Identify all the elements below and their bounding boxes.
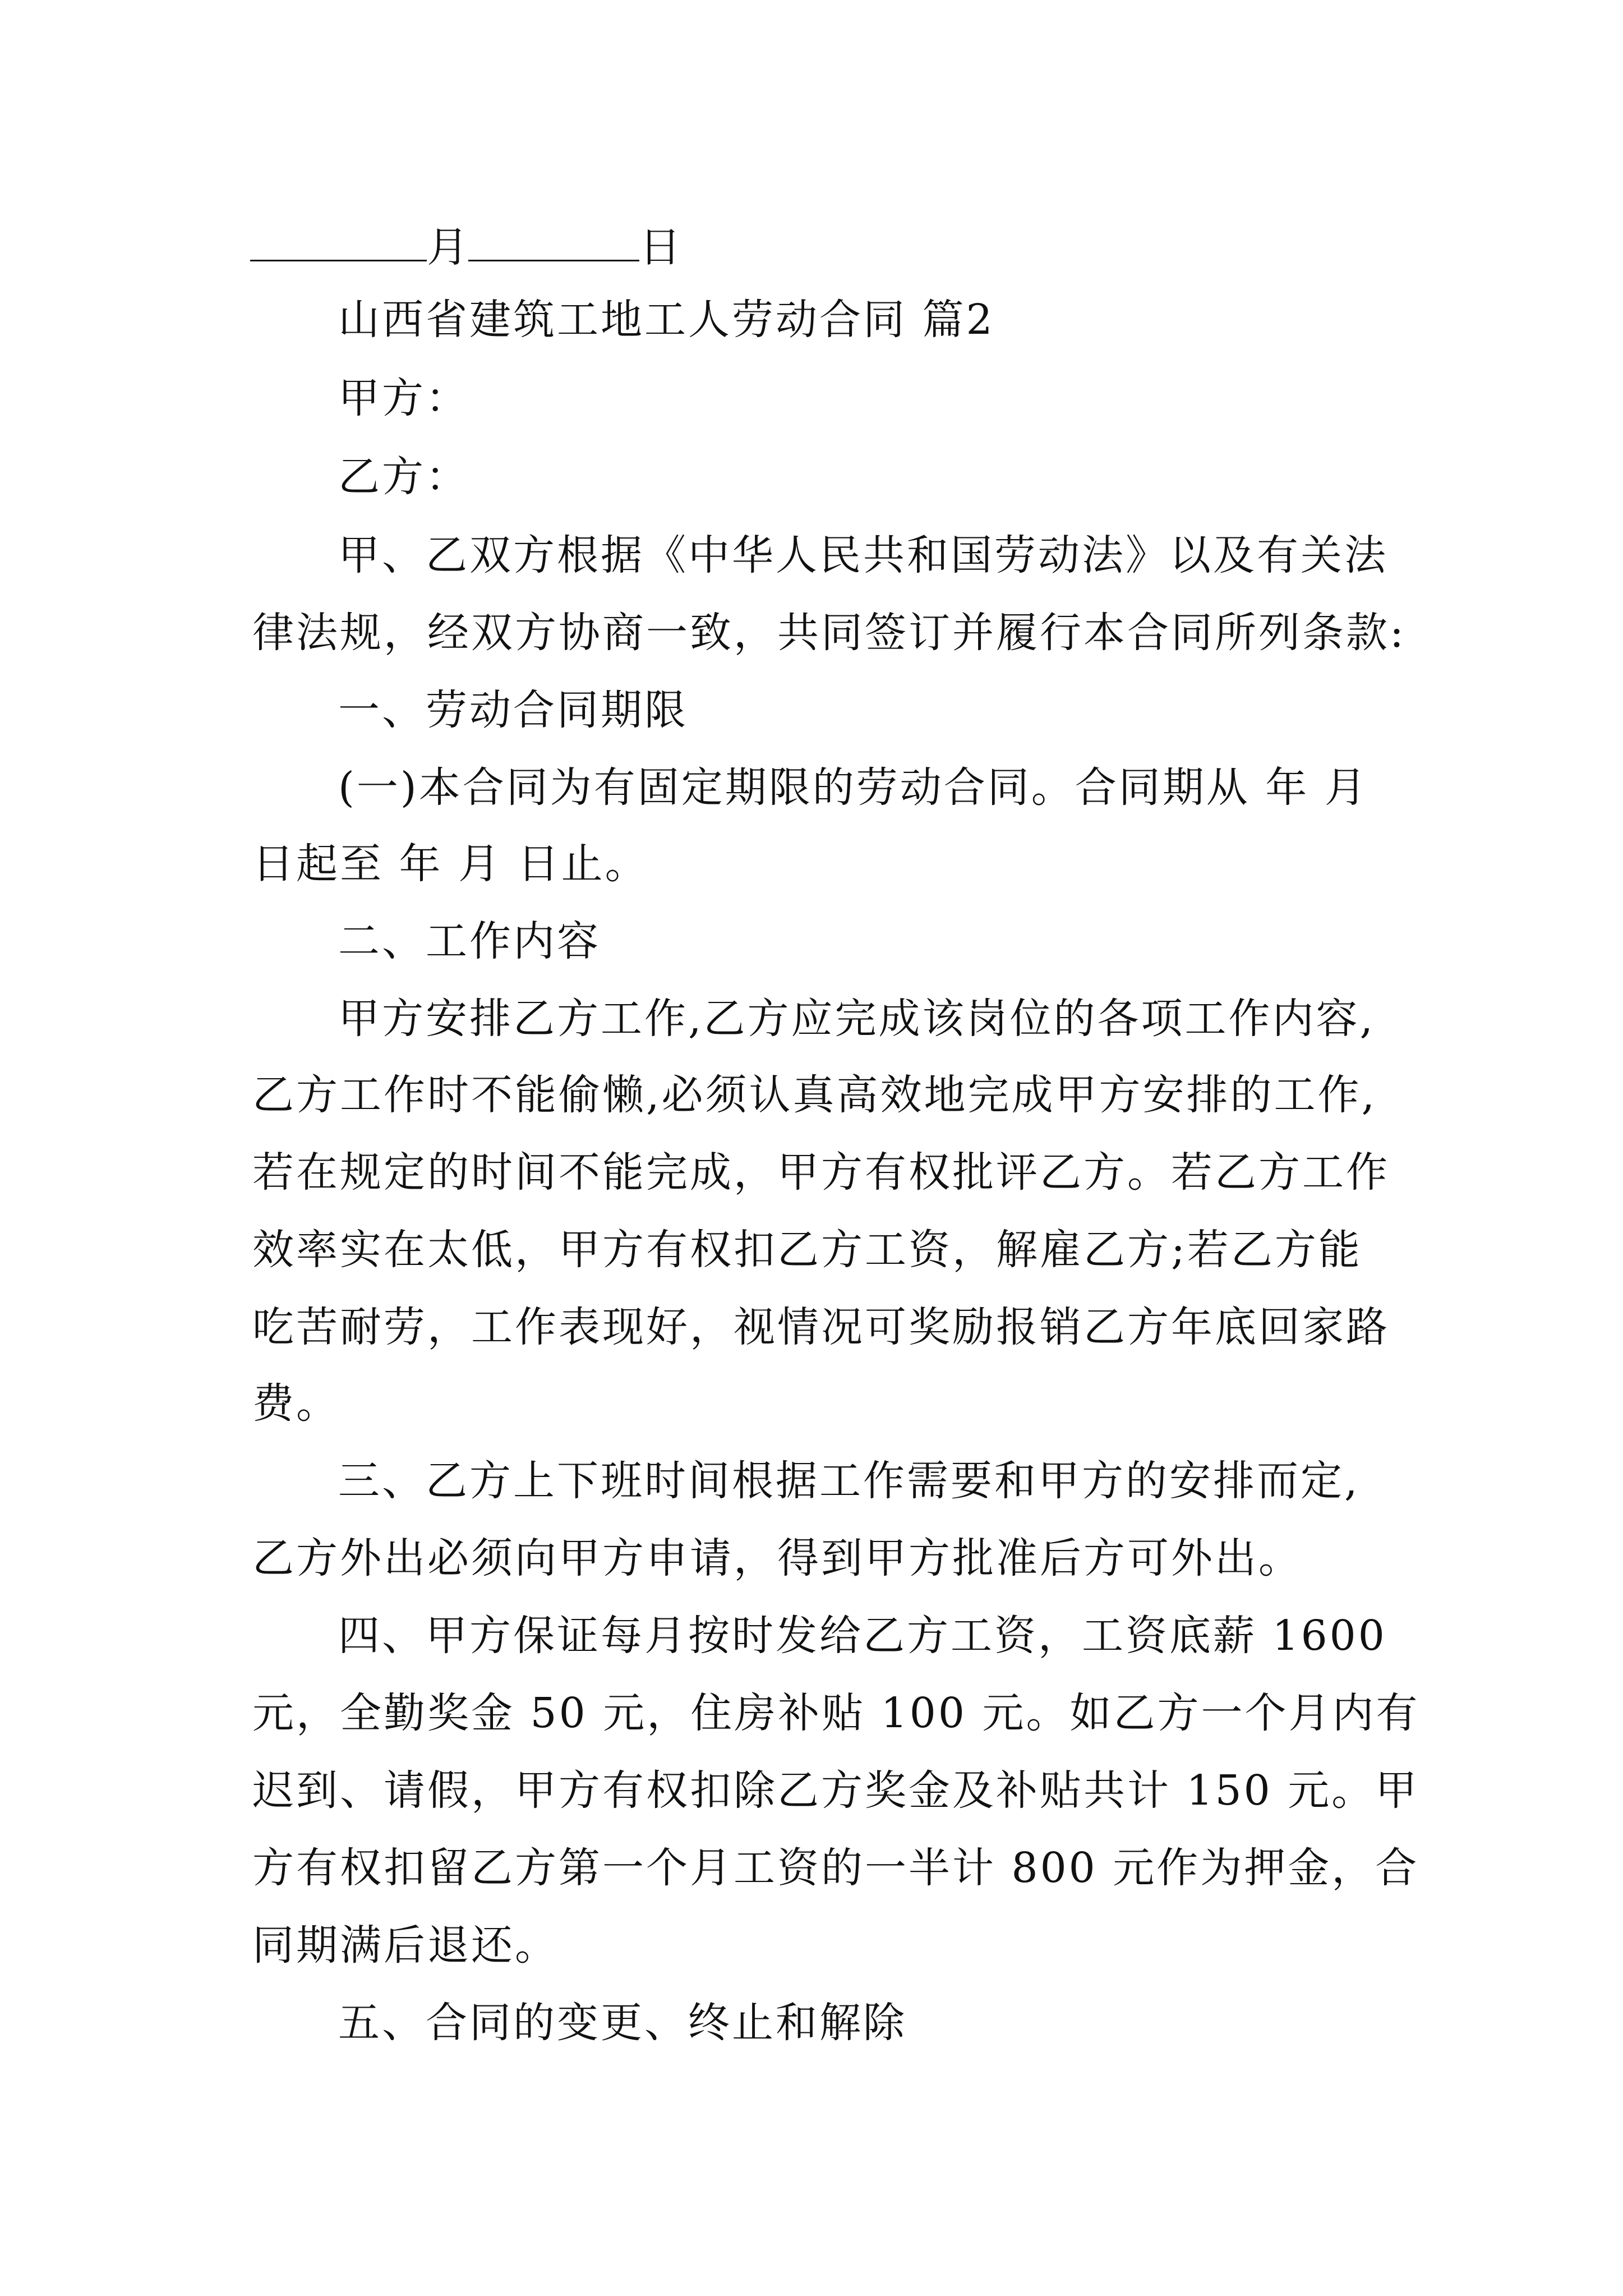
section-1-item-line-1: (一)本合同为有固定期限的劳动合同。合同期从 年 月 (338, 763, 1368, 812)
month-label: 月 (427, 223, 468, 272)
day-blank (468, 216, 639, 261)
section-4-line-5: 同期满后退还。 (252, 1921, 559, 1970)
intro-line-1: 甲、乙双方根据《中华人民共和国劳动法》以及有关法 (338, 531, 1388, 579)
section-2-line-5: 吃苦耐劳，工作表现好，视情况可奖励报销乙方年底回家路 (252, 1303, 1390, 1351)
section-2-line-6: 费。 (252, 1379, 340, 1428)
section-1-heading: 一、劳动合同期限 (338, 686, 688, 734)
party-a-label: 甲方： (338, 374, 469, 422)
section-2-line-3: 若在规定的时间不能完成，甲方有权批评乙方。若乙方工作 (252, 1148, 1390, 1197)
section-4-line-4: 方有权扣留乙方第一个月工资的一半计 800 元作为押金，合 (252, 1844, 1419, 1892)
party-b-label: 乙方： (338, 453, 469, 501)
intro-line-2: 律法规，经双方协商一致，共同签订并履行本合同所列条款: (252, 609, 1406, 657)
month-blank (250, 216, 427, 261)
section-2-line-2: 乙方工作时不能偷懒,必须认真高效地完成甲方安排的工作, (252, 1071, 1377, 1119)
contract-title: 山西省建筑工地工人劳动合同 篇2 (338, 296, 995, 344)
section-4-line-1: 四、甲方保证每月按时发给乙方工资，工资底薪 1600 (338, 1612, 1387, 1660)
date-line (250, 216, 681, 275)
section-2-heading: 二、工作内容 (338, 917, 601, 965)
section-2-line-4: 效率实在太低，甲方有权扣乙方工资，解雇乙方;若乙方能 (252, 1226, 1362, 1274)
section-3-line-1: 三、乙方上下班时间根据工作需要和甲方的安排而定, (338, 1457, 1360, 1505)
section-4-line-3: 迟到、请假，甲方有权扣除乙方奖金及补贴共计 150 元。甲 (252, 1766, 1419, 1815)
section-3-line-2: 乙方外出必须向甲方申请，得到甲方批准后方可外出。 (252, 1534, 1302, 1582)
section-4-line-2: 元，全勤奖金 50 元，住房补贴 100 元。如乙方一个月内有 (252, 1689, 1420, 1737)
section-1-item-line-2: 日起至 年 月 日止。 (252, 840, 649, 888)
section-2-line-1: 甲方安排乙方工作,乙方应完成该岗位的各项工作内容, (338, 995, 1376, 1043)
day-label: 日 (639, 223, 681, 272)
section-5-heading: 五、合同的变更、终止和解除 (338, 1999, 907, 2047)
